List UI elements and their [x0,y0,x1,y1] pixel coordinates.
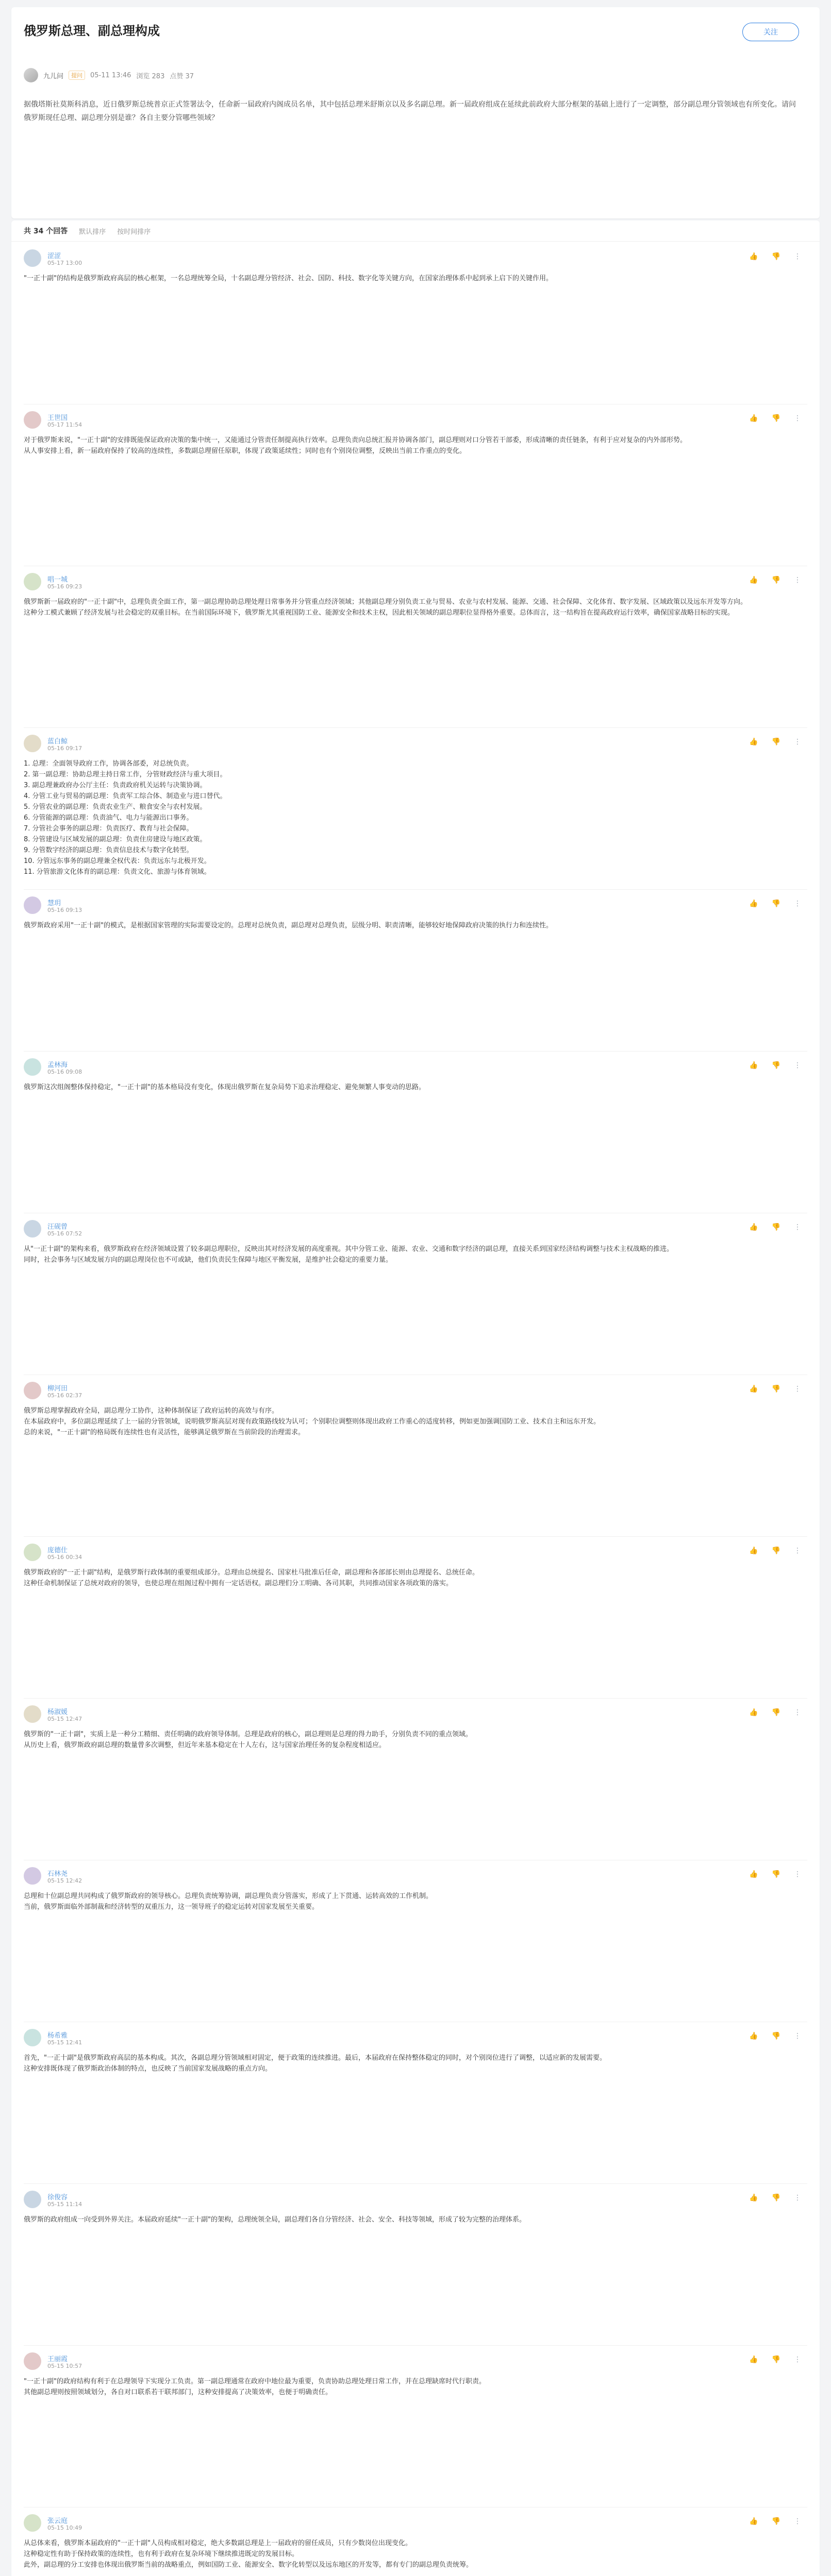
answer-author[interactable]: 汪砚曾 [47,1223,68,1231]
answers-card [11,221,820,2576]
question-tag: 提问 [69,71,85,80]
dislike-icon[interactable]: 👎 [771,1547,780,1555]
answer-actions [749,414,801,422]
like-icon[interactable]: 👍 [749,2517,758,2526]
dislike-icon[interactable]: 👎 [771,2194,780,2202]
answer-time: 05-15 10:49 [47,2524,82,2531]
answer-text: 俄罗斯政府采用"一正十副"的模式，是根据国家管理的实际需要设定的。总理对总统负责，副总理对总理负责，层级分明、职责清晰，能够较好地保障政府决策的执行力和连续性。 [24,922,553,929]
like-icon[interactable]: 👍 [749,1385,758,1393]
more-icon[interactable]: ⋮ [794,2194,801,2202]
question-time: 05-11 13:46 [90,71,131,79]
answer-time: 05-17 13:00 [47,260,82,266]
more-icon[interactable]: ⋮ [794,252,801,261]
dislike-icon[interactable]: 👎 [771,1061,780,1070]
answer-author[interactable]: 王丽霞 [47,2355,68,2363]
answer-text: 俄罗斯政府的"一正十副"结构，是俄罗斯行政体制的重要组成部分。总理由总统提名、国家杜马批准后任命，副总理和各部部长则由总理提名、总统任命。 这种任命机制保证了总统对政府的领导，也使总理在组阁过程中拥有一定话语权。副总理们分工明确、各司其职，共同推动国家各项政策的落实。 [24,1569,479,1587]
dislike-icon[interactable]: 👎 [771,900,780,908]
answer-actions [749,2355,801,2364]
answer-author[interactable]: 杨淑媛 [47,1708,68,1716]
dislike-icon[interactable]: 👎 [771,1870,780,1878]
answer-author[interactable]: 柳河田 [47,1385,68,1393]
avatar[interactable] [24,735,41,752]
more-icon[interactable]: ⋮ [794,738,801,746]
dislike-icon[interactable]: 👎 [771,414,780,422]
answer-time: 05-15 11:14 [47,2201,82,2208]
dislike-icon[interactable]: 👎 [771,1223,780,1231]
like-icon[interactable]: 👍 [749,1061,758,1070]
answer-time: 05-16 00:34 [47,1554,82,1561]
answer-time: 05-16 09:17 [47,745,82,752]
answer-author[interactable]: 蓝白鲸 [47,738,68,745]
more-icon[interactable]: ⋮ [794,2032,801,2040]
answer-author[interactable]: 庞德仕 [47,1547,68,1554]
answer-text: 总理和十位副总理共同构成了俄罗斯政府的领导核心。总理负责统筹协调，副总理负责分管落实，形成了上下贯通、运转高效的工作机制。 当前，俄罗斯面临外部制裁和经济转型的双重压力，这一领导班子的稳定运转对国家发展至关重要。 [24,1892,433,1911]
answer-author[interactable]: 慧玥 [47,900,61,907]
answer-actions [749,2032,801,2040]
answer-time: 05-16 02:37 [47,1392,82,1399]
answer-actions [749,576,801,584]
answer-author[interactable]: 涩涩 [47,252,61,260]
dislike-icon[interactable]: 👎 [771,2032,780,2040]
answer-time: 05-17 11:54 [47,421,82,428]
answer-actions [749,1708,801,1717]
answer-item [24,735,807,890]
more-icon[interactable]: ⋮ [794,2517,801,2526]
avatar[interactable] [24,1705,41,1723]
answer-author[interactable]: 杨希雅 [47,2032,68,2040]
more-icon[interactable]: ⋮ [794,414,801,422]
answer-time: 05-16 07:52 [47,1230,82,1237]
answer-actions [749,1385,801,1393]
answer-author[interactable]: 张云庭 [47,2517,68,2525]
answer-item [24,2514,807,2576]
answer-text: 从总体来看，俄罗斯本届政府的"一正十副"人员构成相对稳定，绝大多数副总理是上一届政府的留任成员，只有少数岗位出现变化。 这种稳定性有助于保持政策的连续性，也有利于政府在复杂环境下继续推进既定的发展目标。 此外，副总理的分工安排也体现出俄罗斯当前的战略重点，例如国防工业、能源安全、数字化转型以及远东地区的开发等，都有专门的副总理负责统筹。 [24,2539,473,2569]
dislike-icon[interactable]: 👎 [771,252,780,261]
like-icon[interactable]: 👍 [749,576,758,584]
avatar[interactable] [24,2029,41,2046]
answer-time: 05-16 09:13 [47,907,82,913]
like-icon[interactable]: 👍 [749,2032,758,2040]
like-icon[interactable]: 👍 [749,1223,758,1231]
question-views: 浏览 283 [136,72,165,80]
answer-text: 俄罗斯总理掌握政府全局，副总理分工协作，这种体制保证了政府运转的高效与有序。 在本届政府中，多位副总理延续了上一届的分管领域，说明俄罗斯高层对现有政策路线较为认可；个别职位调整则体现出政府工作重心的适度转移，例如更加强调国防工业、技术自主和远东开发。 总的来说，"一正十副"的格局既有连续性也有灵活性，能够满足俄罗斯在当前阶段的治理需求。 [24,1407,601,1436]
follow-button[interactable]: 关注 [742,23,799,41]
answer-actions [749,1223,801,1231]
answer-item [24,411,807,566]
answer-text: "一正十副"的结构是俄罗斯政府高层的核心框架，一名总理统筹全局，十名副总理分管经济、社会、国防、科技、数字化等关键方向，在国家治理体系中起到承上启下的关键作用。 [24,275,553,282]
answer-actions [749,1061,801,1070]
more-icon[interactable]: ⋮ [794,2355,801,2364]
answer-item [24,1220,807,1375]
answer-item [24,1705,807,1860]
answer-author[interactable]: 孟林海 [47,1061,68,1069]
answer-text: 俄罗斯这次组阁整体保持稳定，"一正十副"的基本格局没有变化，体现出俄罗斯在复杂局势下追求治理稳定、避免频繁人事变动的思路。 [24,1083,425,1091]
more-icon[interactable]: ⋮ [794,576,801,584]
answer-actions [749,252,801,261]
dislike-icon[interactable]: 👎 [771,2355,780,2364]
like-icon[interactable]: 👍 [749,414,758,422]
avatar[interactable] [24,411,41,429]
avatar[interactable] [24,68,38,82]
answer-actions [749,1870,801,1878]
more-icon[interactable]: ⋮ [794,900,801,908]
like-icon[interactable]: 👍 [749,252,758,261]
answer-text: 从"一正十副"的架构来看，俄罗斯政府在经济领域设置了较多副总理职位，反映出其对经济发展的高度重视。其中分管工业、能源、农业、交通和数字经济的副总理，直接关系到国家经济结构调整与技术主权战略的推进。 同时，社会事务与区域发展方向的副总理岗位也不可或缺，他们负责民生保障与地区平衡发展，是维护社会稳定的重要力量。 [24,1245,673,1264]
like-icon[interactable]: 👍 [749,2355,758,2364]
dislike-icon[interactable]: 👎 [771,576,780,584]
more-icon[interactable]: ⋮ [794,1870,801,1878]
answer-item [24,2352,807,2507]
avatar[interactable] [24,1544,41,1561]
answer-time: 05-15 10:57 [47,2363,82,2369]
avatar[interactable] [24,2514,41,2532]
sort-default[interactable]: 默认排序 [79,228,106,236]
avatar[interactable] [24,1220,41,1238]
answer-time: 05-15 12:42 [47,1877,82,1884]
answer-item [24,249,807,404]
answer-item [24,1867,807,2022]
answer-actions [749,900,801,908]
question-card [11,7,820,218]
like-icon[interactable]: 👍 [749,2194,758,2202]
more-icon[interactable]: ⋮ [794,1708,801,1717]
answer-actions [749,1547,801,1555]
more-icon[interactable]: ⋮ [794,1061,801,1070]
answer-actions [749,2517,801,2526]
answer-item [24,1544,807,1699]
answer-author[interactable]: 王世国 [47,414,68,422]
like-icon[interactable]: 👍 [749,738,758,746]
question-description: 据俄塔斯社莫斯科消息，近日俄罗斯总统普京正式签署法令，任命新一届政府内阁成员名单，其中包括总理米舒斯京以及多名副总理。新一届政府组成在延续此前政府大部分框架的基础上进行了一定调整，部分副总理分管领域也有所变化。请问俄罗斯现任总理、副总理分别是谁？各自主要分管哪些领域？ [24,100,796,122]
answer-actions [749,2194,801,2202]
avatar[interactable] [24,1058,41,1076]
answer-author[interactable]: 唱一城 [47,576,68,584]
answer-author[interactable]: 石林尧 [47,1870,68,1878]
answer-count: 共 34 个回答 [24,227,68,235]
answer-text: 对于俄罗斯来说，"一正十副"的安排既能保证政府决策的集中统一，又能通过分管责任制提高执行效率。总理负责向总统汇报并协调各部门，副总理则对口分管若干部委，形成清晰的责任链条，有利于应对复杂的内外部形势。 从人事安排上看，新一届政府保持了较高的连续性，多数副总理留任原职，体现了政策延续性；同时也有个别岗位调整，反映出当前工作重点的变化。 [24,436,687,455]
dislike-icon[interactable]: 👎 [771,2517,780,2526]
more-icon[interactable]: ⋮ [794,1547,801,1555]
question-title: 俄罗斯总理、副总理构成 [24,24,160,38]
answer-text: "一正十副"的政府结构有利于在总理领导下实现分工负责。第一副总理通常在政府中地位最为重要，负责协助总理处理日常工作，并在总理缺席时代行职责。 其他副总理则按照领域划分，各自对口联系若干联邦部门，这种安排提高了决策效率，也便于明确责任。 [24,2378,486,2396]
dislike-icon[interactable]: 👎 [771,1385,780,1393]
dislike-icon[interactable]: 👎 [771,1708,780,1717]
answer-author[interactable]: 徐俊容 [47,2194,68,2201]
answer-text: 首先，"一正十副"是俄罗斯政府高层的基本构成。其次，各副总理分管领域相对固定，便于政策的连续推进。最后，本届政府在保持整体稳定的同时，对个别岗位进行了调整，以适应新的发展需要。 这种安排既体现了俄罗斯政治体制的特点，也反映了当前国家发展战略的重点方向。 [24,2054,606,2073]
more-icon[interactable]: ⋮ [794,1385,801,1393]
question-likes: 点赞 37 [170,72,194,80]
answer-time: 05-15 12:47 [47,1716,82,1722]
like-icon[interactable]: 👍 [749,1870,758,1878]
answer-item [24,573,807,728]
answer-text: 1. 总理：全面领导政府工作，协调各部委，对总统负责。 2. 第一副总理：协助总理主持日常工作，分管财政经济与重大项目。 3. 副总理兼政府办公厅主任：负责政府机关运转与决策协调。 4. 分管工业与贸易的副总理：负责军工综合体、制造业与进口替代。 5. 分管农业的副总理：负责农业生产、粮食安全与农村发展。 6. 分管能源的副总理：负责油气、电力与能源出口事务。 7. 分管社会事务的副总理：负责医疗、教育与社会保障。 8. 分管建设与区域发展的副总理：负责住房建设与地区政策。 9. 分管数字经济的副总理：负责信息技术与数字化转型。 10. 分管远东事务的副总理兼全权代表：负责远东与北极开发。 11. 分管旅游文化体育的副总理：负责文化、旅游与体育领域。 [24,760,227,876]
dislike-icon[interactable]: 👎 [771,738,780,746]
avatar[interactable] [24,249,41,267]
avatar[interactable] [24,1382,41,1399]
answer-text: 俄罗斯的"一正十副"，实质上是一种分工精细、责任明确的政府领导体制。总理是政府的核心，副总理则是总理的得力助手，分别负责不同的重点领域。 从历史上看，俄罗斯政府副总理的数量曾多次调整，但近年来基本稳定在十人左右，这与国家治理任务的复杂程度相适应。 [24,1731,472,1749]
answer-time: 05-15 12:41 [47,2039,82,2046]
answer-text: 俄罗斯的政府组成一向受到外界关注。本届政府延续"一正十副"的架构，总理统领全局，副总理们各自分管经济、社会、安全、科技等领域，形成了较为完整的治理体系。 [24,2216,526,2224]
question-author-row [24,68,194,82]
answer-item [24,1382,807,1537]
answer-time: 05-16 09:08 [47,1069,82,1075]
avatar[interactable] [24,573,41,590]
answer-actions [749,738,801,746]
like-icon[interactable]: 👍 [749,900,758,908]
answer-text: 俄罗斯新一届政府的"一正十副"中，总理负责全面工作，第一副总理协助总理处理日常事务并分管重点经济领域；其他副总理分别负责工业与贸易、农业与农村发展、能源、交通、社会保障、文化体育、数字发展、区域政策以及远东开发等方向。 这种分工模式兼顾了经济发展与社会稳定的双重目标。在当前国际环境下，俄罗斯尤其重视国防工业、能源安全和技术主权，因此相关领域的副总理职位显得格外重要。总体而言，这一结构旨在提高政府运行效率，确保国家战略目标的实现。 [24,598,747,617]
author-name[interactable]: 九儿问 [43,72,64,80]
answer-time: 05-16 09:23 [47,583,82,590]
sort-latest[interactable]: 按时间排序 [117,228,151,236]
avatar[interactable] [24,2191,41,2208]
avatar[interactable] [24,2352,41,2370]
answer-item [24,2029,807,2184]
like-icon[interactable]: 👍 [749,1547,758,1555]
avatar[interactable] [24,896,41,914]
answer-item [24,1058,807,1213]
answer-item [24,2191,807,2346]
answer-item [24,896,807,1052]
like-icon[interactable]: 👍 [749,1708,758,1717]
avatar[interactable] [24,1867,41,1885]
more-icon[interactable]: ⋮ [794,1223,801,1231]
answers-header [11,221,820,242]
